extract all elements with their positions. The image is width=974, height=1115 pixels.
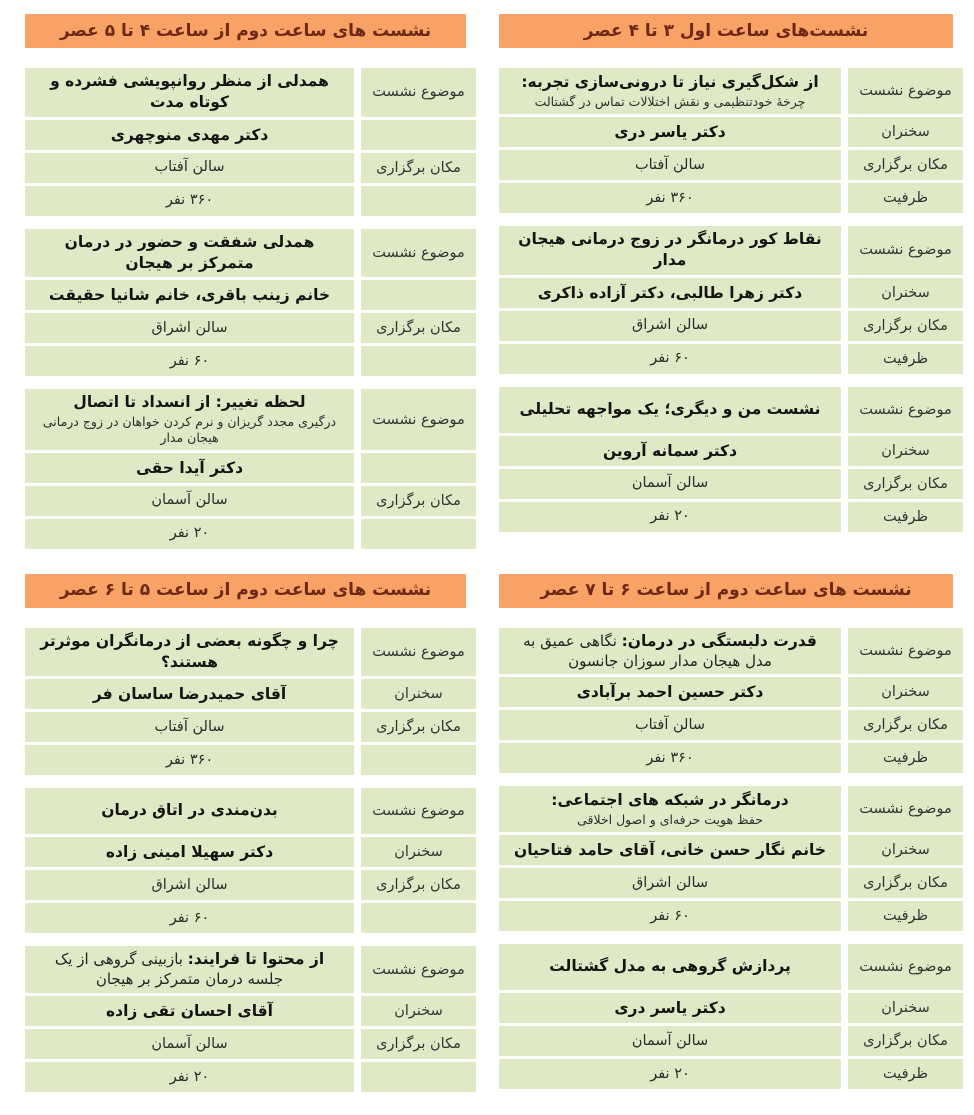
topic-title: همدلی از منظر روانپویشی فشرده و کوتاه مدت xyxy=(50,72,329,111)
session-table xyxy=(25,389,476,548)
capacity-label: ظرفیت xyxy=(848,743,963,773)
session-tables xyxy=(25,68,476,549)
capacity-row xyxy=(499,183,963,213)
session-capacity: ۶۰ نفر xyxy=(25,903,354,933)
speakers-label xyxy=(361,453,476,483)
topic-row xyxy=(25,946,476,993)
topic-label: موضوع نشست xyxy=(848,387,963,433)
section-title: نشست های ساعت دوم از ساعت ۶ تا ۷ عصر xyxy=(540,580,912,601)
speakers-label xyxy=(361,280,476,310)
topic-label: موضوع نشست xyxy=(848,786,963,832)
topic-text xyxy=(511,399,829,421)
capacity-row xyxy=(25,346,476,376)
topic-title: پردازش گروهی به مدل گشتالت xyxy=(549,957,791,976)
venue-label: مکان برگزاری xyxy=(361,153,476,183)
session-tables xyxy=(499,68,963,532)
topic-row xyxy=(499,628,963,675)
topic-text xyxy=(511,631,829,672)
topic-row xyxy=(25,68,476,117)
topic-row xyxy=(499,944,963,990)
session-topic xyxy=(25,229,354,278)
topic-title: از محتوا تا فرایند: xyxy=(187,950,325,969)
capacity-label: ظرفیت xyxy=(848,344,963,374)
topic-text xyxy=(37,232,342,275)
session-capacity: ۶۰ نفر xyxy=(499,901,841,931)
speakers-label xyxy=(361,120,476,150)
topic-row xyxy=(25,389,476,449)
speakers-row xyxy=(25,453,476,483)
capacity-row xyxy=(499,502,963,532)
speakers-row xyxy=(25,996,476,1026)
session-venue: سالن اشراق xyxy=(25,870,354,900)
venue-label: مکان برگزاری xyxy=(361,313,476,343)
session-section xyxy=(25,14,476,562)
session-table xyxy=(499,786,963,931)
session-topic xyxy=(499,786,841,832)
session-topic xyxy=(499,628,841,675)
topic-title: همدلی شفقت و حضور در درمان متمرکز بر هیجان xyxy=(64,232,315,272)
session-speakers: دکتر مهدی منوچهری xyxy=(25,120,354,150)
topic-text xyxy=(37,800,342,822)
venue-label: مکان برگزاری xyxy=(848,1026,963,1056)
topic-text xyxy=(511,72,829,110)
capacity-label: ظرفیت xyxy=(848,183,963,213)
speakers-label: سخنران xyxy=(361,679,476,709)
capacity-label xyxy=(361,1062,476,1092)
session-section xyxy=(499,574,963,1103)
topic-text xyxy=(511,229,829,272)
session-topic xyxy=(25,946,354,993)
session-venue: سالن اشراق xyxy=(499,868,841,898)
session-topic xyxy=(499,387,841,433)
topic-subtitle: درگیری مجدد گریزان و نرم کردن خواهان در زوج درمانی هیجان مدار xyxy=(42,414,337,446)
venue-row xyxy=(25,1029,476,1059)
session-speakers: دکتر آیدا حقی xyxy=(25,453,354,483)
topic-title: نشست من و دیگری؛ یک مواجهه تحلیلی xyxy=(519,399,821,418)
session-topic xyxy=(25,628,354,677)
capacity-row xyxy=(25,519,476,549)
session-capacity: ۳۶۰ نفر xyxy=(499,743,841,773)
session-speakers: دکتر زهرا طالبی، دکتر آزاده ذاکری xyxy=(499,278,841,308)
session-venue: سالن آفتاب xyxy=(499,150,841,180)
session-speakers: آقای حمیدرضا ساسان فر xyxy=(25,679,354,709)
session-venue: سالن آفتاب xyxy=(25,153,354,183)
topic-label: موضوع نشست xyxy=(848,628,963,675)
session-speakers: دکتر یاسر دری xyxy=(499,993,841,1023)
session-tables xyxy=(499,628,963,1090)
session-section xyxy=(25,574,476,1105)
capacity-label: ظرفیت xyxy=(848,502,963,532)
session-table xyxy=(25,628,476,776)
topic-text xyxy=(37,71,342,114)
topic-row xyxy=(499,786,963,832)
speakers-label: سخنران xyxy=(848,117,963,147)
capacity-row xyxy=(499,1059,963,1089)
topic-label: موضوع نشست xyxy=(848,944,963,990)
topic-subtitle: حفظ هویت حرفه‌ای و اصول اخلاقی xyxy=(577,812,763,828)
capacity-label: ظرفیت xyxy=(848,1059,963,1089)
venue-row xyxy=(25,870,476,900)
capacity-row xyxy=(25,186,476,216)
session-capacity: ۳۶۰ نفر xyxy=(25,745,354,775)
venue-label: مکان برگزاری xyxy=(848,469,963,499)
speakers-row xyxy=(499,117,963,147)
topic-title: چرا و چگونه بعضی از درمانگران موثرتر هستند؟ xyxy=(40,631,339,671)
topic-title: قدرت دلبستگی در درمان: xyxy=(621,631,817,650)
topic-subtitle: نگاهی عمیق به مدل هیجان مدار سوزان جانسون xyxy=(523,631,772,670)
session-tables xyxy=(25,628,476,1092)
session-speakers: دکتر سمانه آروین xyxy=(499,436,841,466)
section-header xyxy=(25,574,466,608)
session-capacity: ۳۶۰ نفر xyxy=(499,183,841,213)
venue-row xyxy=(499,868,963,898)
section-header xyxy=(499,14,953,48)
topic-title: درمانگر در شبکه های اجتماعی: xyxy=(551,791,789,810)
topic-text xyxy=(37,949,342,990)
session-topic xyxy=(25,788,354,834)
session-topic xyxy=(499,68,841,114)
topic-label: موضوع نشست xyxy=(848,226,963,275)
capacity-row xyxy=(25,745,476,775)
capacity-row xyxy=(499,743,963,773)
topic-text xyxy=(37,392,342,446)
capacity-row xyxy=(25,903,476,933)
venue-label: مکان برگزاری xyxy=(361,870,476,900)
venue-label: مکان برگزاری xyxy=(848,710,963,740)
session-topic xyxy=(499,226,841,275)
topic-label: موضوع نشست xyxy=(848,68,963,114)
session-topic xyxy=(25,389,354,449)
section-title: نشست‌های ساعت اول ۳ تا ۴ عصر xyxy=(583,20,869,41)
session-capacity: ۲۰ نفر xyxy=(499,1059,841,1089)
session-section xyxy=(499,14,963,545)
session-speakers: دکتر یاسر دری xyxy=(499,117,841,147)
topic-label: موضوع نشست xyxy=(361,788,476,834)
venue-row xyxy=(25,486,476,516)
topic-label: موضوع نشست xyxy=(361,229,476,278)
session-venue: سالن آسمان xyxy=(25,1029,354,1059)
capacity-label xyxy=(361,903,476,933)
venue-row xyxy=(25,313,476,343)
venue-row xyxy=(25,153,476,183)
speakers-row xyxy=(499,278,963,308)
session-table xyxy=(499,944,963,1089)
venue-label: مکان برگزاری xyxy=(361,486,476,516)
session-topic xyxy=(499,944,841,990)
speakers-row xyxy=(499,993,963,1023)
topic-title: لحظه تغییر: از انسداد تا اتصال xyxy=(73,393,306,412)
speakers-row xyxy=(25,837,476,867)
speakers-label: سخنران xyxy=(848,278,963,308)
session-table xyxy=(499,68,963,213)
section-title: نشست های ساعت دوم از ساعت ۴ تا ۵ عصر xyxy=(59,20,432,41)
speakers-label: سخنران xyxy=(848,436,963,466)
session-capacity: ۳۶۰ نفر xyxy=(25,186,354,216)
session-venue: سالن اشراق xyxy=(25,313,354,343)
venue-label: مکان برگزاری xyxy=(848,311,963,341)
topic-subtitle: چرخهٔ خودتنظیمی و نقش اختلالات تماس در گشتالت xyxy=(534,93,806,109)
topic-title: نقاط کور درمانگر در زوج درمانی هیجان مدار xyxy=(518,230,822,269)
session-table xyxy=(25,946,476,1092)
speakers-label: سخنران xyxy=(361,996,476,1026)
topic-row xyxy=(499,68,963,114)
capacity-row xyxy=(499,344,963,374)
session-table xyxy=(25,68,476,216)
capacity-label xyxy=(361,519,476,549)
venue-row xyxy=(499,1026,963,1056)
capacity-label: ظرفیت xyxy=(848,901,963,931)
session-speakers: خانم زینب باقری، خانم شانیا حقیقت xyxy=(25,280,354,310)
venue-row xyxy=(499,311,963,341)
session-venue: سالن آسمان xyxy=(25,486,354,516)
speakers-label: سخنران xyxy=(848,993,963,1023)
topic-text xyxy=(37,631,342,674)
topic-label: موضوع نشست xyxy=(361,389,476,449)
topic-row xyxy=(25,788,476,834)
topic-title: بدن‌مندی در اتاق درمان xyxy=(101,801,278,820)
capacity-row xyxy=(499,901,963,931)
capacity-label xyxy=(361,346,476,376)
session-venue: سالن آسمان xyxy=(499,1026,841,1056)
venue-row xyxy=(499,710,963,740)
speakers-row xyxy=(499,677,963,707)
session-topic xyxy=(25,68,354,117)
session-venue: سالن آسمان xyxy=(499,469,841,499)
topic-row xyxy=(499,226,963,275)
topic-label: موضوع نشست xyxy=(361,946,476,993)
speakers-label: سخنران xyxy=(361,837,476,867)
topic-row xyxy=(499,387,963,433)
session-venue: سالن اشراق xyxy=(499,311,841,341)
session-capacity: ۲۰ نفر xyxy=(499,502,841,532)
session-speakers: دکتر سهیلا امینی زاده xyxy=(25,837,354,867)
session-capacity: ۶۰ نفر xyxy=(25,346,354,376)
topic-row xyxy=(25,628,476,677)
session-speakers: خانم نگار حسن خانی، آقای حامد فتاحیان xyxy=(499,835,841,865)
topic-text xyxy=(511,790,829,828)
session-capacity: ۲۰ نفر xyxy=(25,519,354,549)
topic-label: موضوع نشست xyxy=(361,68,476,117)
session-capacity: ۶۰ نفر xyxy=(499,344,841,374)
speakers-label: سخنران xyxy=(848,677,963,707)
speakers-row xyxy=(499,436,963,466)
session-table xyxy=(499,628,963,774)
capacity-row xyxy=(25,1062,476,1092)
session-table xyxy=(25,229,476,377)
topic-row xyxy=(25,229,476,278)
session-table xyxy=(499,387,963,532)
section-title: نشست های ساعت دوم از ساعت ۵ تا ۶ عصر xyxy=(59,580,432,601)
section-header xyxy=(499,574,953,608)
venue-row xyxy=(499,469,963,499)
speakers-row xyxy=(25,679,476,709)
venue-label: مکان برگزاری xyxy=(361,712,476,742)
capacity-label xyxy=(361,186,476,216)
session-table xyxy=(25,788,476,933)
topic-label: موضوع نشست xyxy=(361,628,476,677)
section-header xyxy=(25,14,466,48)
speakers-row xyxy=(25,120,476,150)
session-venue: سالن آفتاب xyxy=(25,712,354,742)
speakers-row xyxy=(25,280,476,310)
session-table xyxy=(499,226,963,374)
topic-text xyxy=(511,956,829,978)
venue-row xyxy=(499,150,963,180)
session-speakers: آقای احسان تقی زاده xyxy=(25,996,354,1026)
session-capacity: ۲۰ نفر xyxy=(25,1062,354,1092)
speakers-row xyxy=(499,835,963,865)
venue-label: مکان برگزاری xyxy=(848,150,963,180)
topic-title: از شکل‌گیری نیاز تا درونی‌سازی تجربه: xyxy=(521,72,819,91)
venue-row xyxy=(25,712,476,742)
venue-label: مکان برگزاری xyxy=(361,1029,476,1059)
session-speakers: دکتر حسین احمد برآبادی xyxy=(499,677,841,707)
session-venue: سالن آفتاب xyxy=(499,710,841,740)
venue-label: مکان برگزاری xyxy=(848,868,963,898)
sections-grid xyxy=(25,14,963,1105)
capacity-label xyxy=(361,745,476,775)
topic-subtitle: بازبینی گروهی از یک جلسه درمان متمرکز بر هیجان xyxy=(54,950,284,989)
speakers-label: سخنران xyxy=(848,835,963,865)
